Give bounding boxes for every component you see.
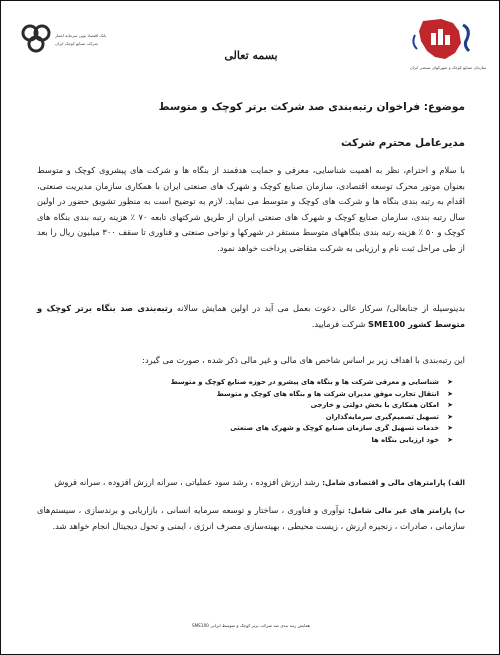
bank-logo: [19, 23, 119, 63]
arrow-bullet-icon: ➤: [447, 424, 453, 433]
invitation-text-start: بدینوسیله از جنابعالی/ سرکار عالی دعوت بعمل می آید در اولین همایش سالانه: [176, 303, 466, 313]
nonfinancial-parameters-label: ب) پارامتر های غیر مالی شامل:: [348, 506, 466, 515]
letterhead: [1, 1, 500, 81]
list-item: ➤ خود ارزیابی بنگاه ها: [93, 435, 453, 447]
list-item: ➤ خدمات تسهیل گری سازمان صنایع کوچک و شهرک های صنعتی: [93, 423, 453, 435]
arrow-bullet-icon: ➤: [447, 435, 453, 444]
arrow-bullet-icon: ➤: [447, 389, 453, 398]
list-item: ➤ انتقال تجارب موفق مدیران شرکت ها و بنگاه های کوچک و متوسط: [93, 389, 453, 401]
list-item: ➤ شناسایی و معرفی شرکت ها و بنگاه های پیشرو در حوزه صنایع کوچک و متوسط: [93, 377, 453, 389]
event-name: رتبه‌بندی صد بنگاه برتر کوچک و متوسط کشور SME100: [37, 303, 465, 329]
nonfinancial-parameters: [37, 503, 465, 534]
list-item: ➤ امکان همکاری با بخش دولتی و خارجی: [93, 400, 453, 412]
organization-logo-tagline: سازمان صنایع کوچک و شهرکهای صنعتی ایران: [409, 65, 487, 70]
financial-parameters: [37, 475, 465, 491]
basmala-heading: بسمه تعالی: [224, 49, 278, 62]
financial-parameters-text: رشد ارزش افزوده ، رشد سود عملیاتی ، سرانه ارزش افزوده ، سرانه فروش: [54, 477, 320, 487]
organization-logo: [401, 15, 487, 75]
intro-paragraph: با سلام و احترام، نظر به اهمیت شناسایی، معرفی و حمایت هدفمند از بنگاه ها و شرکت های پیشروی کوچک و متوسط بعنوان موتور محرک توسعه اقتصادی، سازمان صنایع کوچک و شهرک های صنعتی ایران با همکاری سازمان مدیریت صنعتی، اقدام به رتبه بندی بنگاه ها و شرکت های کوچک و متوسط می نماید. لازم به توضیح است به منظور تشویق حضور در اولین سال رتبه بندی، سازمان صنایع کوچک و شهرک های صنعتی ایران از طریق شرکتهای تابعه ۷۰ ٪ هزینه رتبه بندی بنگاه های کوچک و ۵۰ ٪ هزینه رتبه بندی بنگاههای متوسط مستقر در شهرکها و نواحی صنعتی و فناوری تا سقف ۳۰۰ میلیون ریال را بعد از طی مراحل ثبت نام و ارزیابی به شرکت متقاضی پرداخت خواهد نمود.: [37, 165, 465, 253]
letter-subject: موضوع: فراخوان رتبه‌بندی صد شرکت برتر کوچک و متوسط: [158, 101, 465, 113]
nonfinancial-parameters-text: نوآوری و فناوری ، ساختار و توسعه سرمایه انسانی ، بازاریابی و برندسازی ، سیستم‌های سازمانی ، صادرات ، زنجیره ارزش ، زیست محیطی ، بهینه‌سازی مصرف انرژی ، ایمنی و تحول دیجیتال انجام خواهد شد.: [37, 505, 465, 531]
goals-list: [93, 377, 453, 447]
arrow-bullet-icon: ➤: [447, 401, 453, 410]
list-item: ➤ تسهیل تصمیم‌گیری سرمایه‌گذاران: [93, 412, 453, 424]
invitation-paragraph: [37, 301, 465, 332]
bank-logo-line2: شرکت صنایع کوچک ایران: [55, 41, 98, 46]
page-footer: همایش رتبه بندی صد شرکت برتر کوچک و متوسط ایرانی SME100: [191, 623, 310, 628]
arrow-bullet-icon: ➤: [447, 378, 453, 386]
arrow-bullet-icon: ➤: [447, 412, 453, 421]
invitation-text-end: شرکت فرمایید.: [311, 318, 366, 329]
goals-intro: این رتبه‌بندی با اهداف زیر بر اساس شاخص های مالی و غیر مالی ذکر شده ، صورت می گیرد:: [142, 355, 465, 365]
financial-parameters-label: الف) پارامترهای مالی و اقتصادی شامل:: [322, 478, 465, 487]
bank-logo-line1: بانک اقتصاد نوین سرمایه اعتبار: [55, 33, 107, 38]
iran-map-logo-icon: [401, 15, 487, 65]
letter-salutation: مدیرعامل محترم شرکت: [340, 137, 465, 149]
triple-circle-logo-icon: [19, 23, 53, 57]
